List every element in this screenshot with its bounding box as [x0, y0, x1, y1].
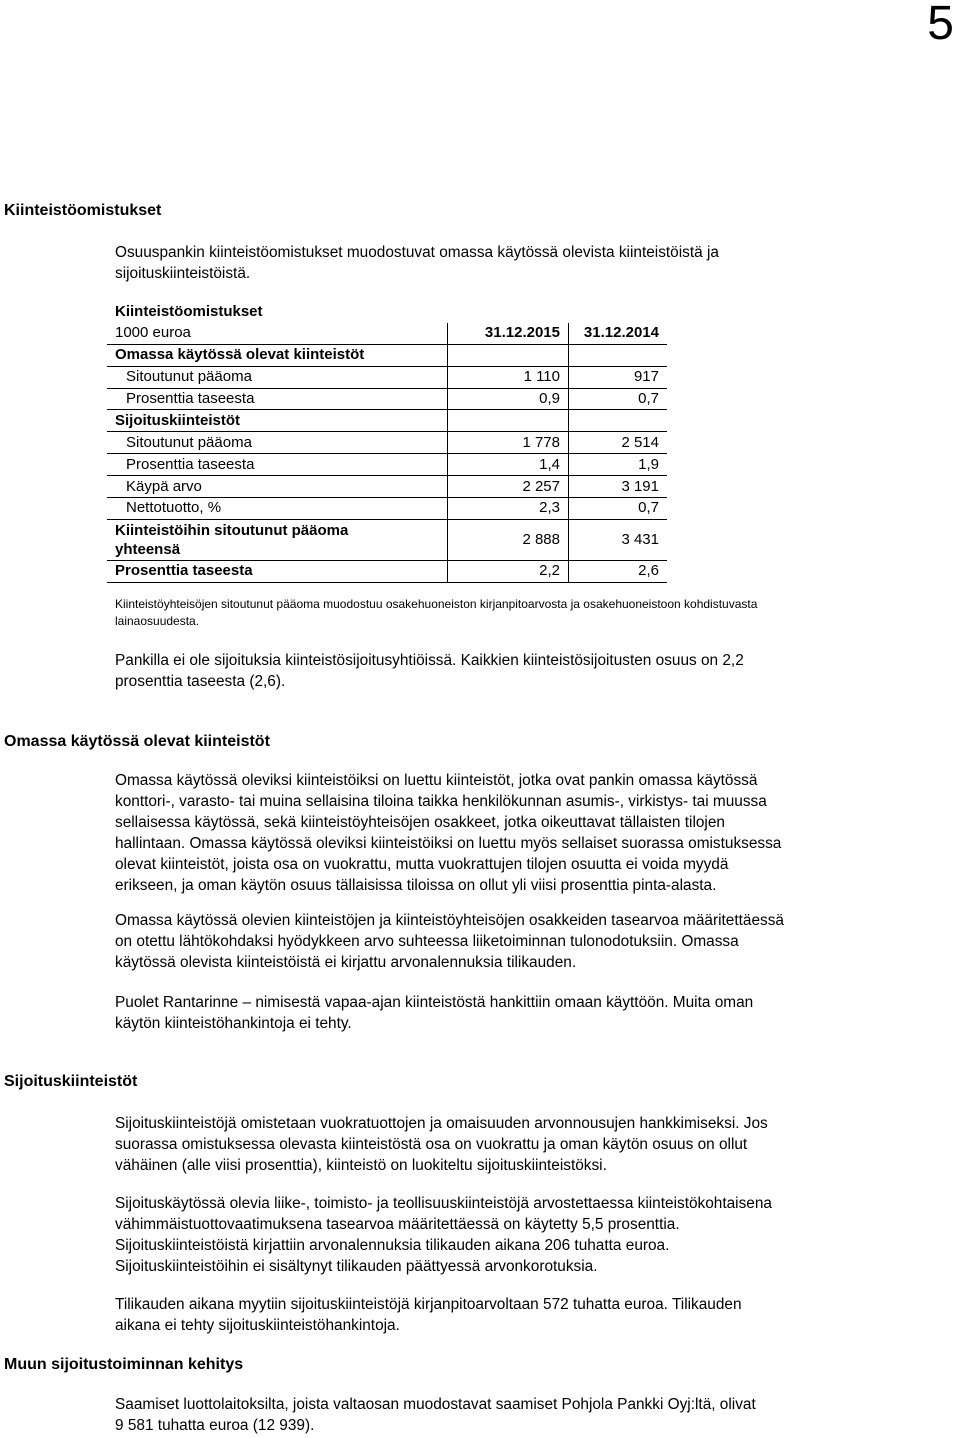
section-heading-other-investment: Muun sijoitustoiminnan kehitys	[4, 1356, 244, 1373]
table-row: Sitoutunut pääoma 1 110 917	[107, 366, 667, 388]
summary-paragraph: Pankilla ei ole sijoituksia kiinteistösijoitusyhtiöissä. Kaikkien kiinteistösijoitusten osuus on 2,2 prosenttia taseesta (2,6).	[115, 652, 744, 690]
table-title: Kiinteistöomistukset	[115, 303, 263, 321]
own-use-paragraph-1: Omassa käytössä oleviksi kiinteistöiksi on luettu kiinteistöt, jotka ovat pankin omassa käytössä konttori-, varasto- tai muina sellaisina tiloina taikka henkilökunnan asumis-, virkistys- tai muussa sellaisessa käytössä, sekä kiinteistöyhteisöjen osakkeet, jotka oikeuttavat tällaisten tilojen hallintaan. Omassa käytössä oleviksi kiinteistöiksi on luettu myös sellaiset suorassa omistuksessa olevat kiinteistöt, joista osa on vuokrattu, mutta vuokrattujen tilojen osuutta ei voida myydä erikseen, ja oman käytön osuus tällaisissa tiloissa on ollut yli viisi prosenttia pinta-alasta.	[115, 772, 782, 894]
investment-paragraph-3: Tilikauden aikana myytiin sijoituskiinteistöjä kirjanpitoarvoltaan 572 tuhatta euroa. Tilikauden aikana ei tehty sijoituskiinteistöhankintoja.	[115, 1296, 742, 1334]
investment-paragraph-2: Sijoituskäytössä olevia liike-, toimisto- ja teollisuuskiinteistöjä arvostettaessa kiinteistökohtaisena vähimmäistuottovaatimuksena tasearvoa määritettäessä on käytetty 5,5 prosenttia. Sijoituskiinteistöistä kirjattiin arvonalennuksia tilikauden aikana 206 tuhatta euroa. Sijoituskiinteistöihin ei sisältynyt tilikauden päättyessä arvonkorotuksia.	[115, 1195, 772, 1275]
table-row: Prosenttia taseesta 1,4 1,9	[107, 454, 667, 476]
table-row-total: Kiinteistöihin sitoutunut pääoma yhteensä 2 888 3 431	[107, 519, 667, 560]
table-row-percent: Prosenttia taseesta 2,2 2,6	[107, 560, 667, 582]
group-heading-investment: Sijoituskiinteistöt	[107, 410, 448, 432]
page-number: 5	[927, 0, 954, 50]
section-heading-investment: Sijoituskiinteistöt	[4, 1073, 138, 1090]
col-header-2015: 31.12.2015	[448, 323, 569, 344]
own-use-paragraph-2: Omassa käytössä olevien kiinteistöjen ja kiinteistöyhteisöjen osakkeiden tasearvoa määritettäessä on otettu lähtökohdaksi hyödykkeen arvo suhteessa liiketoiminnan tulonodotuksiin. Omassa käytössä olevista kiinteistöistä ei kirjattu arvonalennuksia tilikauden.	[115, 912, 784, 971]
table-row: Nettotuotto, % 2,3 0,7	[107, 498, 667, 520]
own-use-paragraph-3: Puolet Rantarinne – nimisestä vapaa-ajan kiinteistöstä hankittiin omaan käyttöön. Muita oman käytön kiinteistöhankintoja ei tehty.	[115, 994, 754, 1032]
table-row: Käypä arvo 2 257 3 191	[107, 476, 667, 498]
other-investment-paragraph: Saamiset luottolaitoksilta, joista valtaosan muodostavat saamiset Pohjola Pankki Oyj:ltä, olivat 9 581 tuhatta euroa (12 939).	[115, 1396, 756, 1434]
investment-paragraph-1: Sijoituskiinteistöjä omistetaan vuokratuottojen ja omaisuuden arvonnousujen hankkimiseksi. Jos suorassa omistuksessa olevasta kiinteistöstä osa on vuokrattu ja oman käytön osuus on ollut vähäinen (alle viisi prosenttia), kiinteistö on luokiteltu sijoituskiinteistöksi.	[115, 1115, 768, 1174]
table-row: Prosenttia taseesta 0,9 0,7	[107, 388, 667, 410]
section-heading-kiinteistoomistukset: Kiinteistöomistukset	[4, 202, 162, 219]
group-heading-own-use: Omassa käytössä olevat kiinteistöt	[107, 344, 448, 366]
section-heading-own-use: Omassa käytössä olevat kiinteistöt	[4, 733, 270, 750]
table-row: Sitoutunut pääoma 1 778 2 514	[107, 432, 667, 454]
table-footnote: Kiinteistöyhteisöjen sitoutunut pääoma muodostuu osakehuoneiston kirjanpitoarvosta ja osakehuoneistoon kohdistuvasta lainaosuudesta.	[115, 597, 758, 628]
col-header-2014: 31.12.2014	[583, 324, 659, 342]
property-holdings-table	[107, 302, 667, 583]
intro-paragraph: Osuuspankin kiinteistöomistukset muodostuvat omassa käytössä olevista kiinteistöistä ja sijoituskiinteistöistä.	[115, 244, 719, 282]
table-unit: 1000 euroa	[107, 323, 448, 344]
